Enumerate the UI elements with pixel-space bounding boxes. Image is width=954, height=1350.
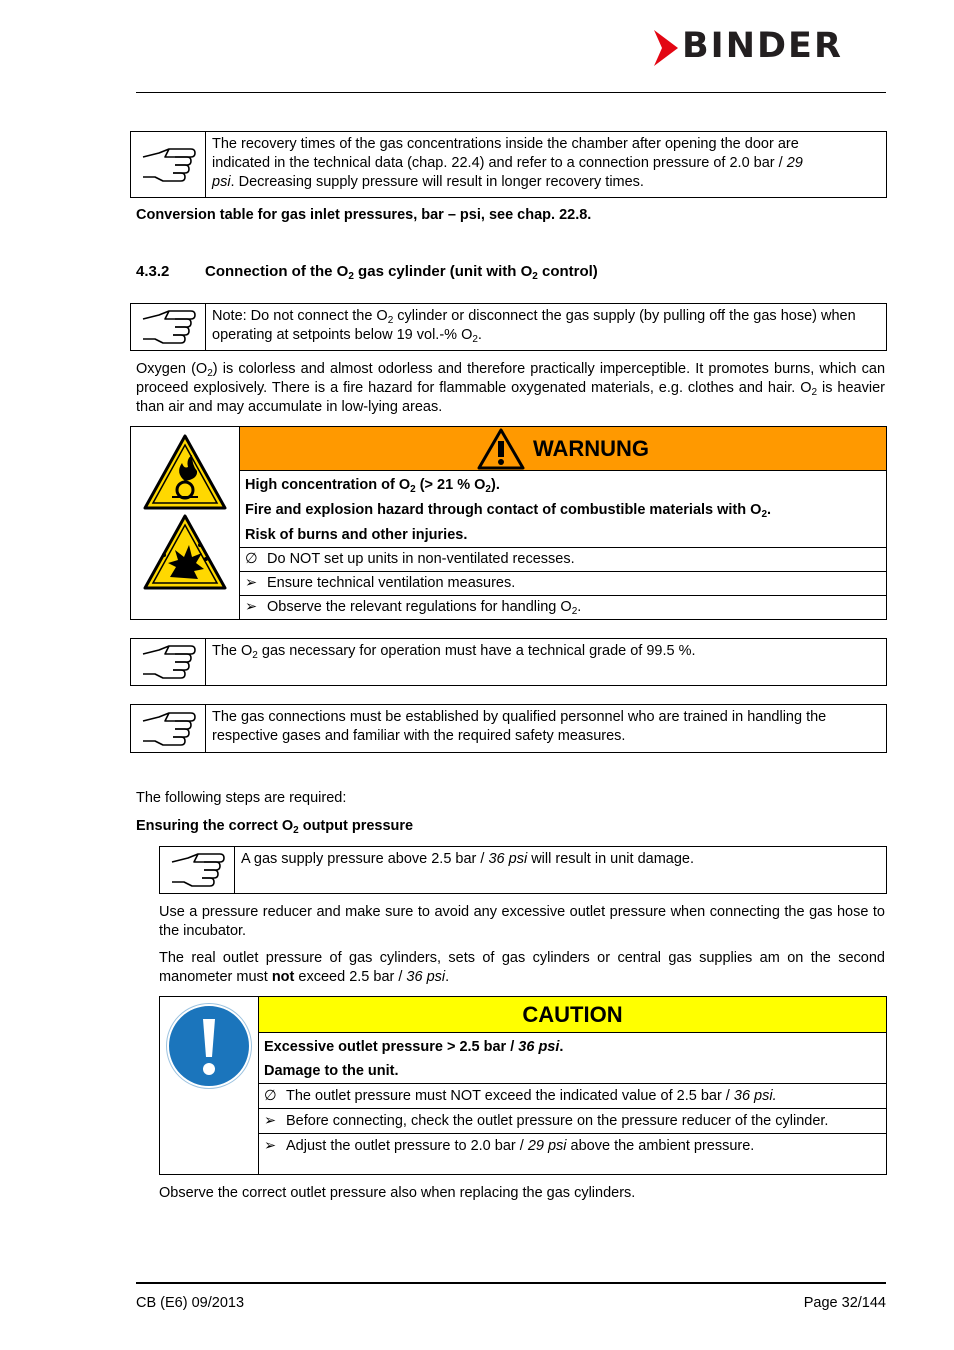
pointing-hand-icon [131, 705, 206, 752]
footer-page-number: Page 32/144 [803, 1295, 886, 1311]
warning-item-1: ∅ Do NOT set up units in non-ventilated recesses. [240, 547, 886, 571]
caution-item-1: ∅ The outlet pressure must NOT exceed the indicated value of 2.5 bar / 36 psi. [259, 1083, 886, 1108]
section-title: Connection of the $O_2$ gas cylinder (unit with $O_2$ control) [205, 263, 598, 282]
section-number: 4.3.2 [136, 263, 170, 280]
caution-icon-cell [160, 997, 259, 1174]
warning-line-2: Fire and explosion hazard through contact of combustible materials with $O_2$. [245, 502, 772, 520]
logo-text: BINDER [682, 26, 843, 66]
pointing-hand-icon [131, 304, 206, 350]
warning-item-2: ➢ Ensure technical ventilation measures. [240, 571, 886, 595]
note-qualified-personnel [130, 704, 887, 753]
note-text: The $O_2$ gas necessary for operation must have a technical grade of 99.5 %. [212, 643, 696, 661]
warning-icons [131, 427, 240, 619]
warning-title: WARNUNG [532, 435, 650, 461]
caution-item-2: ➢ Before connecting, check the outlet pressure on the pressure reducer of the cylinder. [259, 1108, 886, 1133]
warning-triangle-icon [477, 428, 525, 470]
note-recovery-times [130, 131, 887, 198]
caution-banner [259, 997, 886, 1033]
note-text: The gas connections must be established by qualified personnel who are trained in handling the respective gases and familiar with the required safety measures. [212, 709, 827, 744]
ensure-heading: Ensuring the correct $O_2$ output pressure [136, 818, 414, 836]
outlet-pressure-paragraph: The real outlet pressure of gas cylinders, sets of gas cylinders or central gas supplies am on the second manometer must not exceed 2.5 bar / 36 psi. [159, 950, 885, 985]
note-o2-setpoint [130, 303, 887, 351]
caution-content [259, 997, 886, 1174]
warning-item-3: ➢ Observe the relevant regulations for handling $O_2$. [240, 595, 886, 619]
note-supply-pressure [159, 846, 887, 894]
pressure-reducer-paragraph: Use a pressure reducer and make sure to avoid any excessive outlet pressure when connecting the gas hose to the incubator. [159, 904, 885, 939]
oxygen-paragraph: Oxygen $(O_2)$ is colorless and almost odorless and therefore practically imperceptible. It promotes burns, which can proceed explosively. There is a fire hazard for flammable oxygenated materials, e.g. clothes and hair. $O_2$ is heavier than air and may accumulate in low-lying areas. [136, 361, 886, 415]
binder-logo [654, 28, 886, 68]
warning-box [130, 426, 887, 620]
warning-line-1: High concentration of $O_2$ (> 21 % $O_2$). [245, 477, 500, 495]
note-text: Note: Do not connect the $O_2$ cylinder or disconnect the gas supply (by pulling off the gas hose) when operating at setpoints below 19 vol.-% $O_2$. [212, 308, 856, 345]
conversion-note: Conversion table for gas inlet pressures, bar – psi, see chap. 22.8. [136, 207, 592, 223]
pointing-hand-icon [131, 639, 206, 685]
caution-title: CAUTION [522, 1001, 623, 1027]
caution-item-3: ➢ Adjust the outlet pressure to 2.0 bar / 29 psi above the ambient pressure. [259, 1133, 886, 1158]
warning-banner [240, 427, 886, 471]
footer-doc-id: CB (E6) 09/2013 [136, 1295, 245, 1311]
note-text: The recovery times of the gas concentrations inside the chamber after opening the door are indicated in the technical data (chap. 22.4) and refer to a connection pressure of 2.0 bar / 29 psi. Decreasing supply pressure will result in longer recovery times. [212, 136, 803, 190]
header-rule [136, 92, 886, 93]
warning-content [240, 427, 886, 619]
caution-line-1: Excessive outlet pressure > 2.5 bar / 36 psi. [264, 1039, 564, 1055]
oxidizing-hazard-icon [142, 433, 228, 511]
note-grade [130, 638, 887, 686]
caution-box [159, 996, 887, 1175]
observe-note: Observe the correct outlet pressure also when replacing the gas cylinders. [159, 1185, 636, 1201]
pointing-hand-icon [131, 132, 206, 197]
steps-intro: The following steps are required: [136, 790, 347, 806]
logo-arrow-icon [654, 30, 678, 66]
footer-rule [136, 1282, 886, 1284]
warning-line-3: Risk of burns and other injuries. [245, 527, 468, 543]
explosion-hazard-icon [142, 513, 228, 591]
pointing-hand-icon [160, 847, 235, 893]
mandatory-exclamation-icon [166, 1003, 252, 1089]
caution-line-2: Damage to the unit. [264, 1063, 399, 1079]
note-text: A gas supply pressure above 2.5 bar / 36 psi will result in unit damage. [241, 851, 694, 867]
